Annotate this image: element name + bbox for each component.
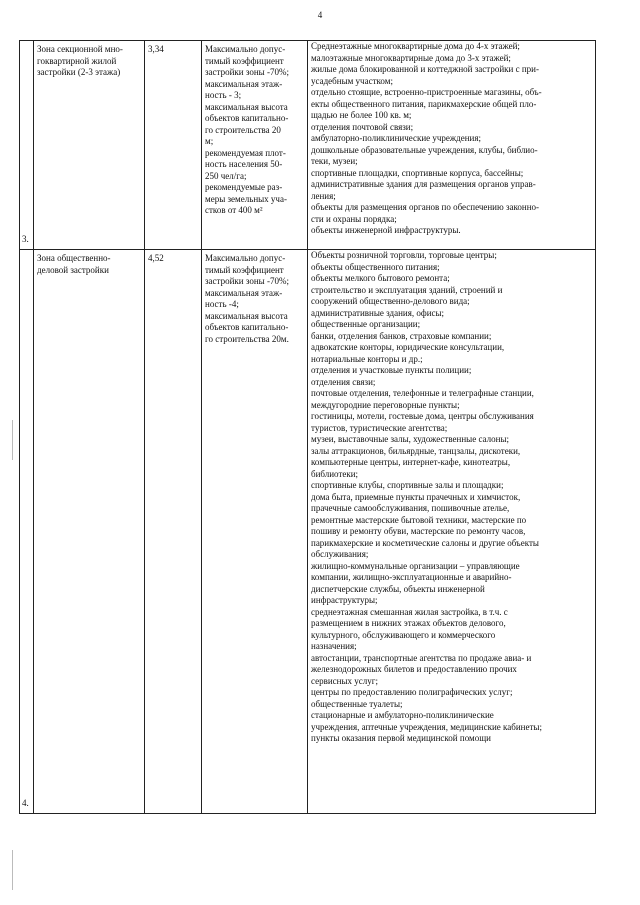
zone-name-line: застройки (2-3 этажа) — [37, 67, 121, 77]
parameter-line: застройки зоны -70%; — [205, 276, 289, 286]
permitted-use-line: среднеэтажная смешанная жилая застройка, в т.ч. с — [311, 606, 508, 617]
table-row — [20, 250, 596, 814]
zoning-table — [19, 40, 596, 814]
row-number: 3. — [20, 41, 34, 250]
permitted-uses-cell — [308, 250, 596, 814]
permitted-use-line: спортивные клубы, спортивные залы и площадки; — [311, 480, 504, 490]
permitted-use-line: объекты инженерной инфраструктуры. — [311, 225, 461, 235]
permitted-use-line: отделения связи; — [311, 376, 376, 387]
permitted-use-line: объекты для размещения органов по обеспечению законно- — [311, 202, 540, 212]
parameter-line: застройки зоны -70%; — [205, 67, 289, 77]
permitted-use-line: сти и охраны порядка; — [311, 213, 397, 224]
permitted-use-line: прачечные самообслуживания, пошивочные ателье, — [311, 503, 510, 513]
permitted-use-line: парикмахерские и косметические салоны и другие объекты — [311, 537, 539, 548]
permitted-use-line: туристов, туристические агентства; — [311, 422, 448, 433]
parameter-line: тимый коэффициент — [205, 55, 284, 66]
permitted-use-line: усадебным участком; — [311, 75, 393, 86]
permitted-use-line: сооружений общественно-делового вида; — [311, 296, 470, 306]
permitted-use-line: диспетчерские службы, объекты инженерной — [311, 583, 485, 594]
zone-area-cell: 4,52 — [145, 250, 202, 814]
permitted-use-line: обслуживания; — [311, 549, 369, 559]
table-row — [20, 41, 596, 250]
permitted-use-line: ления; — [311, 190, 336, 201]
permitted-use-line: почтовые отделения, телефонные и телеграфные станции, — [311, 388, 534, 398]
permitted-use-line: назначения; — [311, 641, 357, 651]
zone-area-cell: 3,34 — [145, 41, 202, 250]
permitted-use-line: залы аттракционов, бильярдные, танцзалы, дискотеки, — [311, 445, 521, 456]
permitted-use-line: пошиву и ремонту обуви, мастерские по ремонту часов, — [311, 526, 526, 536]
parameter-line: Максимально допус- — [205, 253, 286, 263]
scan-margin-mark — [12, 420, 13, 460]
permitted-use-line: центры по предоставлению полиграфических услуг; — [311, 687, 513, 697]
permitted-use-line: Объекты розничной торговли, торговые центры; — [311, 250, 497, 260]
parameter-line: максимальная высота — [205, 101, 288, 112]
parameter-line: максимальная высота — [205, 310, 288, 321]
permitted-use-line: размещением в нижних этажах объектов делового, — [311, 618, 506, 628]
zone-name-line: гоквартирной жилой — [37, 55, 117, 66]
permitted-use-line: культурного, обслуживающего и коммерческого — [311, 629, 496, 640]
parameter-line: м; — [205, 136, 214, 146]
row-number: 4. — [20, 250, 34, 814]
permitted-use-line: железнодорожных билетов и предоставлению прочих — [311, 664, 517, 674]
parameter-line: го строительства 20 — [205, 124, 281, 135]
permitted-use-line: инфраструктуры; — [311, 595, 378, 605]
permitted-use-line: объекты общественного питания; — [311, 261, 440, 272]
permitted-use-line: административные здания, офисы; — [311, 307, 445, 318]
parameter-line: рекомендуемые раз- — [205, 182, 283, 192]
parameter-line: ность -4; — [205, 299, 239, 309]
permitted-use-line: автостанции, транспортные агентства по продаже авиа- и — [311, 652, 532, 663]
permitted-use-line: отдельно стоящие, встроенно-пристроенные магазины, объ- — [311, 87, 542, 97]
zone-name-line: Зона секционной мно- — [37, 44, 123, 54]
permitted-use-line: учреждения, аптечные учреждения, медицинские кабинеты; — [311, 721, 542, 732]
permitted-use-line: общественные туалеты; — [311, 698, 403, 709]
parameter-line: ность населения 50- — [205, 159, 283, 169]
permitted-use-line: амбулаторно-поликлинические учреждения; — [311, 133, 481, 143]
permitted-use-line: стационарные и амбулаторно-поликлинические — [311, 710, 494, 720]
scan-margin-mark — [12, 850, 13, 890]
permitted-use-line: нотариальные конторы и др.; — [311, 353, 423, 364]
parameter-line: рекомендуемая плот- — [205, 147, 286, 158]
parameter-line: объектов капитально- — [205, 322, 289, 332]
permitted-use-line: адвокатские конторы, юридические консультации, — [311, 342, 505, 352]
permitted-uses-cell — [308, 41, 596, 250]
permitted-use-line: малоэтажные многоквартирные дома до 3-х этажей; — [311, 52, 511, 63]
parameter-line: стков от 400 м² — [205, 205, 263, 215]
parameter-line: тимый коэффициент — [205, 264, 284, 275]
parameter-line: ность - 3; — [205, 90, 242, 100]
building-parameters-cell — [202, 250, 308, 814]
permitted-use-line: жилые дома блокированной и коттеджной застройки с при- — [311, 64, 539, 74]
zone-name-line: деловой застройки — [37, 264, 109, 275]
page-number: 4 — [317, 10, 323, 20]
permitted-use-line: теки, музеи; — [311, 156, 358, 166]
zone-name-cell — [34, 41, 145, 250]
zone-name-cell — [34, 250, 145, 814]
parameter-line: го строительства 20м. — [205, 333, 289, 344]
parameter-line: объектов капитально- — [205, 113, 289, 123]
permitted-use-line: дома быта, приемные пункты прачечных и химчисток, — [311, 491, 521, 502]
parameter-line: 250 чел/га; — [205, 170, 247, 181]
permitted-use-line: отделения почтовой связи; — [311, 121, 414, 132]
permitted-use-line: строительство и эксплуатация зданий, строений и — [311, 284, 503, 295]
permitted-use-line: междугородние переговорные пункты; — [311, 399, 460, 410]
building-parameters-cell — [202, 41, 308, 250]
permitted-use-line: екты общественного питания, парикмахерские общей пло- — [311, 98, 537, 109]
permitted-use-line: жилищно-коммунальные организации – управляющие — [311, 560, 520, 571]
permitted-use-line: общественные организации; — [311, 319, 421, 329]
permitted-use-line: компании, жилищно-эксплуатационные и аварийно- — [311, 572, 512, 582]
permitted-use-line: музеи, выставочные залы, художественные салоны; — [311, 434, 509, 444]
permitted-use-line: пункты оказания первой медицинской помощи — [311, 733, 491, 743]
permitted-use-line: спортивные площадки, спортивные корпуса, бассейны; — [311, 167, 524, 178]
permitted-use-line: щадью не более 100 кв. м; — [311, 110, 412, 120]
permitted-use-line: сервисных услуг; — [311, 675, 378, 686]
permitted-use-line: отделения и участковые пункты полиции; — [311, 365, 472, 375]
parameter-line: Максимально допус- — [205, 44, 286, 54]
permitted-use-line: дошкольные образовательные учреждения, клубы, библио- — [311, 144, 538, 155]
permitted-use-line: ремонтные мастерские бытовой техники, мастерские по — [311, 514, 527, 525]
permitted-use-line: компьютерные центры, интернет-кафе, кинотеатры, — [311, 457, 511, 467]
permitted-use-line: гостиницы, мотели, гостевые дома, центры обслуживания — [311, 411, 534, 421]
permitted-use-line: административные здания для размещения органов управ- — [311, 179, 536, 189]
parameter-line: максимальная этаж- — [205, 287, 283, 298]
permitted-use-line: объекты мелкого бытового ремонта; — [311, 273, 450, 283]
parameter-line: меры земельных уча- — [205, 193, 287, 204]
permitted-use-line: банки, отделения банков, страховые компании; — [311, 330, 492, 341]
zone-name-line: Зона общественно- — [37, 253, 111, 263]
permitted-use-line: библиотеки; — [311, 468, 359, 479]
parameter-line: максимальная этаж- — [205, 78, 283, 89]
permitted-use-line: Среднеэтажные многоквартирные дома до 4-х этажей; — [311, 41, 520, 51]
